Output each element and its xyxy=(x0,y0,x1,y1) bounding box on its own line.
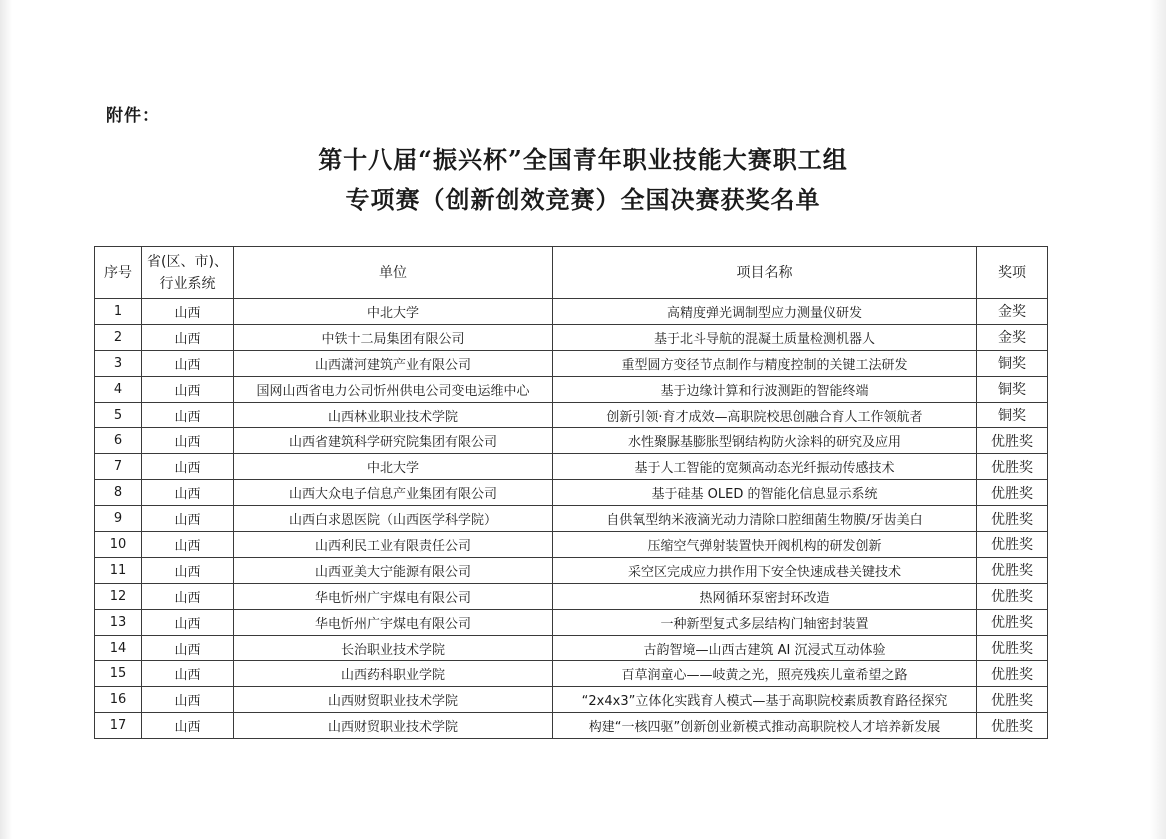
cell-unit: 山西林业职业技术学院 xyxy=(234,402,553,428)
table-row xyxy=(95,480,1048,506)
cell-province: 山西 xyxy=(142,687,234,713)
table-row xyxy=(95,583,1048,609)
cell-no: 13 xyxy=(95,609,142,635)
cell-province: 山西 xyxy=(142,428,234,454)
table-body xyxy=(95,299,1048,739)
cell-award: 铜奖 xyxy=(977,350,1048,376)
cell-award: 优胜奖 xyxy=(977,583,1048,609)
cell-award: 铜奖 xyxy=(977,402,1048,428)
cell-province: 山西 xyxy=(142,350,234,376)
cell-award: 优胜奖 xyxy=(977,609,1048,635)
table-row xyxy=(95,661,1048,687)
cell-project: 基于硅基 OLED 的智能化信息显示系统 xyxy=(553,480,977,506)
cell-unit: 中北大学 xyxy=(234,454,553,480)
table-row xyxy=(95,454,1048,480)
cell-project: 基于边缘计算和行波测距的智能终端 xyxy=(553,376,977,402)
table-row xyxy=(95,557,1048,583)
cell-project: 一种新型复式多层结构门轴密封装置 xyxy=(553,609,977,635)
cell-province: 山西 xyxy=(142,609,234,635)
cell-no: 10 xyxy=(95,532,142,558)
cell-province: 山西 xyxy=(142,557,234,583)
cell-no: 7 xyxy=(95,454,142,480)
cell-province: 山西 xyxy=(142,506,234,532)
table-row xyxy=(95,402,1048,428)
cell-project: 基于人工智能的宽频高动态光纤振动传感技术 xyxy=(553,454,977,480)
cell-project: 古韵智境—山西古建筑 AI 沉浸式互动体验 xyxy=(553,635,977,661)
cell-unit: 山西潇河建筑产业有限公司 xyxy=(234,350,553,376)
table-row xyxy=(95,350,1048,376)
table-row xyxy=(95,687,1048,713)
cell-project: 创新引领·育才成效—高职院校思创融合育人工作领航者 xyxy=(553,402,977,428)
cell-province: 山西 xyxy=(142,635,234,661)
cell-province: 山西 xyxy=(142,713,234,739)
cell-unit: 中铁十二局集团有限公司 xyxy=(234,324,553,350)
cell-no: 6 xyxy=(95,428,142,454)
cell-project: “2x4x3”立体化实践育人模式—基于高职院校素质教育路径探究 xyxy=(553,687,977,713)
cell-province: 山西 xyxy=(142,324,234,350)
cell-no: 15 xyxy=(95,661,142,687)
cell-unit: 山西药科职业学院 xyxy=(234,661,553,687)
cell-unit: 山西白求恩医院（山西医学科学院） xyxy=(234,506,553,532)
cell-award: 优胜奖 xyxy=(977,661,1048,687)
cell-unit: 山西财贸职业技术学院 xyxy=(234,713,553,739)
cell-no: 2 xyxy=(95,324,142,350)
table-row xyxy=(95,376,1048,402)
header-project: 项目名称 xyxy=(553,247,977,299)
cell-no: 12 xyxy=(95,583,142,609)
cell-award: 铜奖 xyxy=(977,376,1048,402)
cell-award: 优胜奖 xyxy=(977,687,1048,713)
table-row xyxy=(95,713,1048,739)
cell-award: 优胜奖 xyxy=(977,713,1048,739)
header-award: 奖项 xyxy=(977,247,1048,299)
cell-no: 9 xyxy=(95,506,142,532)
cell-unit: 山西财贸职业技术学院 xyxy=(234,687,553,713)
awards-table xyxy=(94,246,1048,739)
cell-no: 11 xyxy=(95,557,142,583)
table-row xyxy=(95,324,1048,350)
cell-no: 8 xyxy=(95,480,142,506)
table-row xyxy=(95,506,1048,532)
header-no: 序号 xyxy=(95,247,142,299)
attachment-label: 附件： xyxy=(106,106,160,126)
cell-province: 山西 xyxy=(142,402,234,428)
cell-no: 5 xyxy=(95,402,142,428)
cell-project: 水性聚脲基膨胀型钢结构防火涂料的研究及应用 xyxy=(553,428,977,454)
cell-unit: 长治职业技术学院 xyxy=(234,635,553,661)
cell-province: 山西 xyxy=(142,583,234,609)
cell-unit: 中北大学 xyxy=(234,299,553,325)
document-title-line-2: 专项赛（创新创效竞赛）全国决赛获奖名单 xyxy=(345,185,821,214)
cell-no: 4 xyxy=(95,376,142,402)
cell-project: 自供氧型纳米液滴光动力清除口腔细菌生物膜/牙齿美白 xyxy=(553,506,977,532)
cell-unit: 国网山西省电力公司忻州供电公司变电运维中心 xyxy=(234,376,553,402)
table-row xyxy=(95,299,1048,325)
cell-project: 压缩空气弹射装置快开阀机构的研发创新 xyxy=(553,532,977,558)
cell-province: 山西 xyxy=(142,454,234,480)
cell-no: 16 xyxy=(95,687,142,713)
table-row xyxy=(95,635,1048,661)
cell-project: 高精度弹光调制型应力测量仪研发 xyxy=(553,299,977,325)
cell-award: 金奖 xyxy=(977,324,1048,350)
cell-province: 山西 xyxy=(142,532,234,558)
cell-unit: 山西亚美大宁能源有限公司 xyxy=(234,557,553,583)
cell-no: 14 xyxy=(95,635,142,661)
cell-award: 优胜奖 xyxy=(977,506,1048,532)
cell-no: 17 xyxy=(95,713,142,739)
header-province: 省(区、市)、行业系统 xyxy=(142,247,234,299)
table-row xyxy=(95,428,1048,454)
cell-unit: 山西大众电子信息产业集团有限公司 xyxy=(234,480,553,506)
cell-project: 采空区完成应力拱作用下安全快速成巷关键技术 xyxy=(553,557,977,583)
cell-unit: 华电忻州广宇煤电有限公司 xyxy=(234,609,553,635)
cell-no: 1 xyxy=(95,299,142,325)
cell-no: 3 xyxy=(95,350,142,376)
cell-province: 山西 xyxy=(142,661,234,687)
header-unit: 单位 xyxy=(234,247,553,299)
document-title-line-1: 第十八届“振兴杯”全国青年职业技能大赛职工组 xyxy=(318,145,848,174)
cell-unit: 山西利民工业有限责任公司 xyxy=(234,532,553,558)
cell-unit: 华电忻州广宇煤电有限公司 xyxy=(234,583,553,609)
cell-award: 优胜奖 xyxy=(977,480,1048,506)
cell-award: 金奖 xyxy=(977,299,1048,325)
cell-project: 重型圆方变径节点制作与精度控制的关键工法研发 xyxy=(553,350,977,376)
table-row xyxy=(95,532,1048,558)
cell-project: 构建“一核四驱”创新创业新模式推动高职院校人才培养新发展 xyxy=(553,713,977,739)
cell-province: 山西 xyxy=(142,299,234,325)
cell-project: 基于北斗导航的混凝土质量检测机器人 xyxy=(553,324,977,350)
cell-award: 优胜奖 xyxy=(977,532,1048,558)
cell-province: 山西 xyxy=(142,376,234,402)
cell-project: 热网循环泵密封环改造 xyxy=(553,583,977,609)
cell-award: 优胜奖 xyxy=(977,635,1048,661)
cell-award: 优胜奖 xyxy=(977,454,1048,480)
cell-award: 优胜奖 xyxy=(977,428,1048,454)
table-row xyxy=(95,609,1048,635)
table-header-row xyxy=(95,247,1048,299)
cell-award: 优胜奖 xyxy=(977,557,1048,583)
cell-project: 百草润童心——岐黄之光，照亮残疾儿童希望之路 xyxy=(553,661,977,687)
cell-unit: 山西省建筑科学研究院集团有限公司 xyxy=(234,428,553,454)
cell-province: 山西 xyxy=(142,480,234,506)
